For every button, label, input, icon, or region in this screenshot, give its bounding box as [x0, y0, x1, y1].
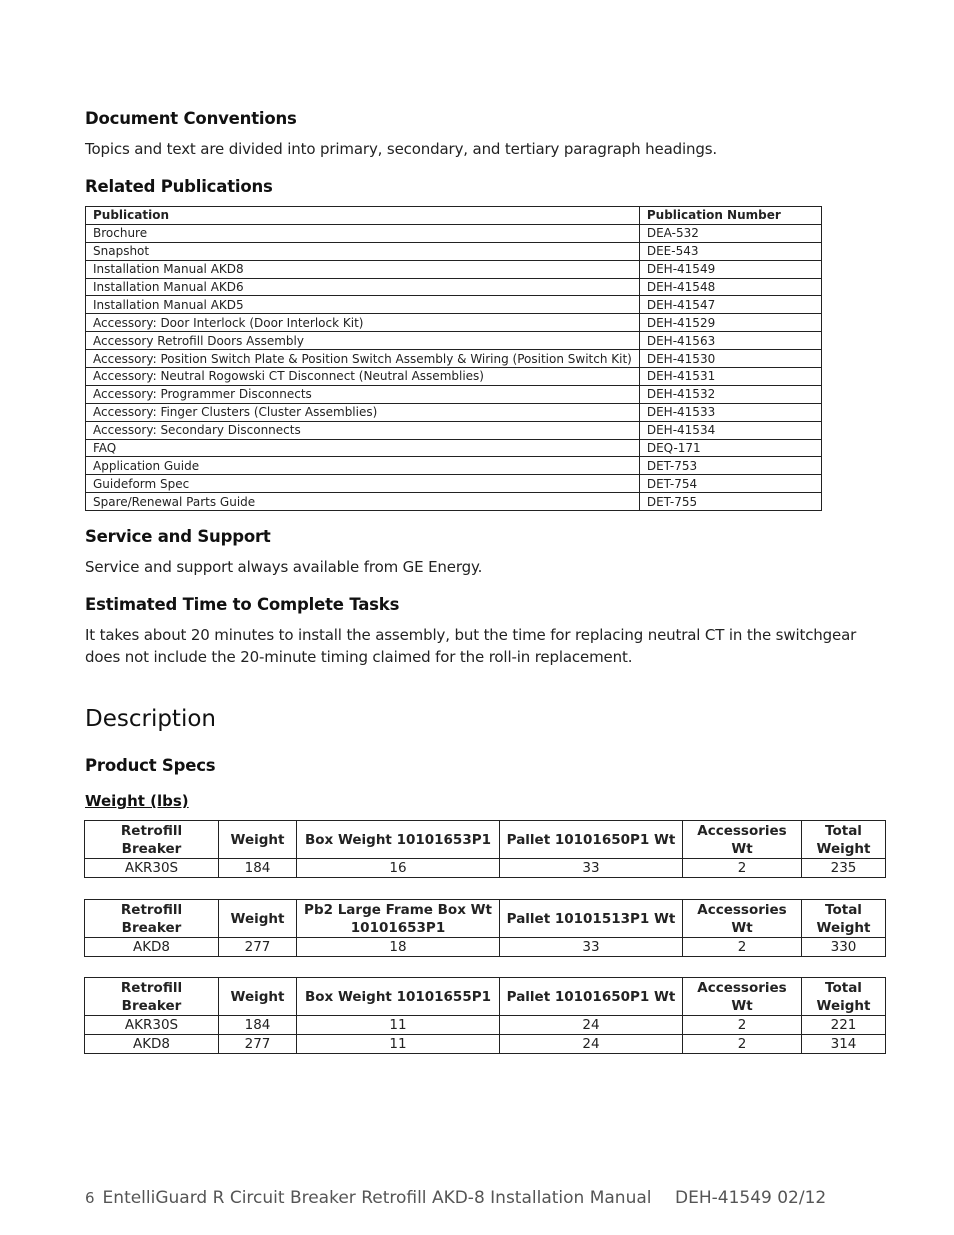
table-row	[85, 1035, 886, 1054]
weight-table-3	[84, 977, 886, 1054]
publication-number-cell: DET-755	[639, 493, 821, 511]
table-row	[86, 403, 822, 421]
publication-name-cell: Installation Manual AKD8	[86, 260, 640, 278]
table-row	[85, 938, 886, 957]
service-heading: Service and Support	[85, 527, 271, 546]
publication-name-cell: Accessory: Programmer Disconnects	[86, 385, 640, 403]
publication-number-cell: DET-754	[639, 475, 821, 493]
column-header: Weight	[219, 978, 297, 1016]
table-cell: AKD8	[85, 938, 219, 957]
table-row	[86, 332, 822, 350]
publication-name-cell: Accessory: Finger Clusters (Cluster Assemblies)	[86, 403, 640, 421]
table-cell: 33	[500, 859, 683, 878]
weight-label: Weight (lbs)	[85, 792, 189, 810]
publication-name-cell: Snapshot	[86, 242, 640, 260]
column-header: Accessories Wt	[683, 821, 802, 859]
table-cell: 2	[683, 1016, 802, 1035]
table-row	[86, 350, 822, 368]
publication-number-cell: DEH-41532	[639, 385, 821, 403]
publication-name-cell: Spare/Renewal Parts Guide	[86, 493, 640, 511]
publication-number-cell: DET-753	[639, 457, 821, 475]
table-cell: 11	[297, 1016, 500, 1035]
table-header-row	[85, 978, 886, 1016]
table-cell: 2	[683, 938, 802, 957]
publication-number-cell: DEQ-171	[639, 439, 821, 457]
table-cell: 24	[500, 1016, 683, 1035]
table-cell: 277	[219, 938, 297, 957]
column-header: Pb2 Large Frame Box Wt 10101653P1	[297, 900, 500, 938]
table-cell: 221	[802, 1016, 886, 1035]
table-cell: AKD8	[85, 1035, 219, 1054]
column-header: Pallet 10101650P1 Wt	[500, 978, 683, 1016]
table-row	[86, 475, 822, 493]
publication-name-cell: Brochure	[86, 224, 640, 242]
publication-name-cell: Accessory: Position Switch Plate & Position Switch Assembly & Wiring (Position Switch Kit)	[86, 350, 640, 368]
table-cell: 16	[297, 859, 500, 878]
column-header: Pallet 10101513P1 Wt	[500, 900, 683, 938]
table-cell: 24	[500, 1035, 683, 1054]
column-header: Retrofill Breaker	[85, 900, 219, 938]
column-header: Accessories Wt	[683, 900, 802, 938]
table-row	[85, 859, 886, 878]
column-header: Pallet 10101650P1 Wt	[500, 821, 683, 859]
publication-number-cell: DEH-41534	[639, 421, 821, 439]
related-publications-table	[85, 206, 822, 511]
publication-number-cell: DEE-543	[639, 242, 821, 260]
page-number: 6	[85, 1189, 95, 1207]
column-header: Retrofill Breaker	[85, 978, 219, 1016]
publication-name-cell: Accessory Retrofill Doors Assembly	[86, 332, 640, 350]
column-header: Publication	[86, 207, 640, 225]
table-row	[86, 224, 822, 242]
column-header: Total Weight	[802, 821, 886, 859]
publication-name-cell: FAQ	[86, 439, 640, 457]
table-row	[86, 368, 822, 386]
description-heading: Description	[85, 706, 216, 732]
table-row	[86, 493, 822, 511]
table-row	[86, 296, 822, 314]
table-cell: AKR30S	[85, 859, 219, 878]
publication-name-cell: Accessory: Neutral Rogowski CT Disconnect (Neutral Assemblies)	[86, 368, 640, 386]
publication-number-cell: DEH-41533	[639, 403, 821, 421]
publication-number-cell: DEH-41530	[639, 350, 821, 368]
table-cell: AKR30S	[85, 1016, 219, 1035]
table-header-row	[85, 900, 886, 938]
footer-title: EntelliGuard R Circuit Breaker Retrofill AKD-8 Installation Manual	[102, 1188, 652, 1208]
table-row	[86, 385, 822, 403]
table-row	[86, 457, 822, 475]
column-header: Box Weight 10101655P1	[297, 978, 500, 1016]
publication-name-cell: Accessory: Secondary Disconnects	[86, 421, 640, 439]
table-header-row	[85, 821, 886, 859]
publication-number-cell: DEH-41547	[639, 296, 821, 314]
column-header: Weight	[219, 821, 297, 859]
publication-number-cell: DEH-41529	[639, 314, 821, 332]
column-header: Publication Number	[639, 207, 821, 225]
publication-name-cell: Guideform Spec	[86, 475, 640, 493]
weight-table-1	[84, 820, 886, 878]
conventions-text: Topics and text are divided into primary, secondary, and tertiary paragraph headings.	[85, 140, 718, 158]
page-footer	[85, 1188, 827, 1208]
column-header: Retrofill Breaker	[85, 821, 219, 859]
estimate-text: It takes about 20 minutes to install the assembly, but the time for replacing neutral CT in the switchgear does not include the 20-minute timing claimed for the roll-in replacement.	[85, 626, 857, 666]
related-publications-heading: Related Publications	[85, 177, 273, 196]
table-row	[86, 242, 822, 260]
table-cell: 330	[802, 938, 886, 957]
table-row	[85, 1016, 886, 1035]
column-header: Total Weight	[802, 900, 886, 938]
table-row	[86, 421, 822, 439]
column-header: Accessories Wt	[683, 978, 802, 1016]
weight-table-2	[84, 899, 886, 957]
table-cell: 18	[297, 938, 500, 957]
publication-number-cell: DEH-41549	[639, 260, 821, 278]
table-cell: 184	[219, 859, 297, 878]
table-cell: 2	[683, 1035, 802, 1054]
table-cell: 235	[802, 859, 886, 878]
publication-number-cell: DEH-41548	[639, 278, 821, 296]
table-row	[86, 260, 822, 278]
service-text: Service and support always available from GE Energy.	[85, 558, 483, 576]
product-specs-heading: Product Specs	[85, 756, 216, 775]
estimate-heading: Estimated Time to Complete Tasks	[85, 595, 400, 614]
publication-name-cell: Accessory: Door Interlock (Door Interlock Kit)	[86, 314, 640, 332]
publication-name-cell: Installation Manual AKD6	[86, 278, 640, 296]
table-header-row	[86, 207, 822, 225]
column-header: Weight	[219, 900, 297, 938]
table-row	[86, 314, 822, 332]
table-cell: 33	[500, 938, 683, 957]
publication-name-cell: Installation Manual AKD5	[86, 296, 640, 314]
table-cell: 314	[802, 1035, 886, 1054]
publication-number-cell: DEH-41531	[639, 368, 821, 386]
column-header: Total Weight	[802, 978, 886, 1016]
table-cell: 184	[219, 1016, 297, 1035]
column-header: Box Weight 10101653P1	[297, 821, 500, 859]
table-cell: 11	[297, 1035, 500, 1054]
table-cell: 277	[219, 1035, 297, 1054]
publication-name-cell: Application Guide	[86, 457, 640, 475]
footer-doc-id: DEH-41549 02/12	[675, 1188, 827, 1208]
publication-number-cell: DEH-41563	[639, 332, 821, 350]
table-row	[86, 278, 822, 296]
conventions-heading: Document Conventions	[85, 109, 297, 128]
table-row	[86, 439, 822, 457]
table-cell: 2	[683, 859, 802, 878]
publication-number-cell: DEA-532	[639, 224, 821, 242]
